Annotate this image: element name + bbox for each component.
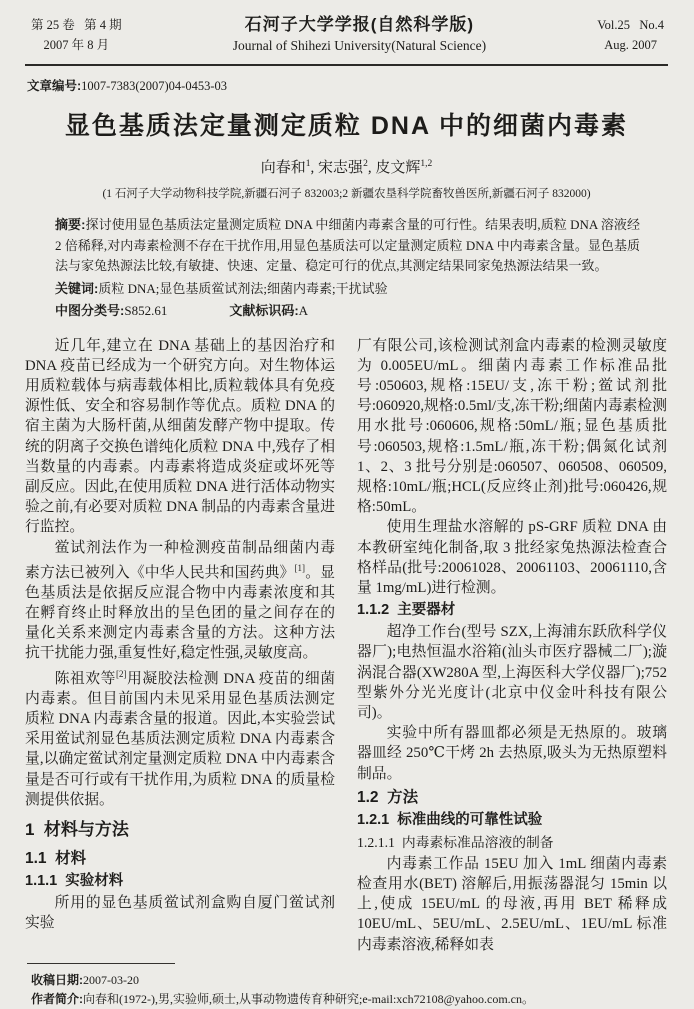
section-heading-1-1-2: 1.1.2 主要器材 — [357, 602, 456, 619]
journal-title-cn: 石河子大学学报(自然科学版) — [244, 15, 475, 34]
article-id-value: 1007-7383(2007)04-0453-03 — [81, 79, 227, 93]
materials-paragraph: 所用的显色基质鲎试剂盒购自厦门鲎试剂实验 — [25, 895, 335, 932]
p2-text-post: 。显色基质法是依据反应混合物中内毒素浓度和其在孵育终止时释放出的呈色团的量之间存在的量化关系来测定内毒素含量的方法。这种方法抗干扰能力强,重复性好,稳定性强,灵敏度高。 — [25, 564, 335, 662]
keywords-text: 质粒 DNA;显色基质鲎试剂法;细菌内毒素;干扰试验 — [98, 280, 388, 296]
classification-line — [55, 301, 640, 322]
author-3-name: 皮文辉 — [375, 160, 421, 176]
journal-title-en: Journal of Shihezi University(Natural Science) — [232, 38, 487, 53]
left-column — [25, 336, 335, 955]
author-2-separator: , — [367, 160, 376, 176]
author-bio-line — [31, 990, 668, 1009]
p2-text-pre: 鲎试剂法作为一种检测疫苗制品细菌内毒素方法已被列入《中华人民共和国药典》 — [25, 539, 335, 581]
author-1-affil-mark: 1 — [305, 159, 311, 169]
footnote-block — [25, 963, 668, 1009]
received-date-line — [31, 971, 668, 990]
author-2 — [318, 160, 375, 176]
standard-solution-paragraph: 内毒素工作品 15EU 加入 1mL 细菌内毒素检查用水(BET) 溶解后,用振荡器混匀 15min 以上,使成 15EU/mL 的母液,再用 BET 稀释成 10EU/mL、5EU/mL、2.5EU/mL、1EU/mL 标准内毒素溶液,稀释如表 — [357, 855, 667, 953]
pyrogen-free-paragraph: 实验中所有器皿都必须是无热原的。玻璃器皿经 250℃干烤 2h 去热原,吸头为无热原塑料制品。 — [357, 725, 667, 782]
author-3 — [375, 160, 432, 176]
right-column — [357, 336, 667, 955]
section-heading-1-2-1-1: 1.2.1.1 内毒素标准品溶液的制备 — [357, 834, 554, 850]
issue-info-en — [597, 15, 664, 55]
section-heading-1: 1 材料与方法 — [25, 820, 129, 840]
doc-code-value: A — [298, 303, 309, 318]
abstract-label: 摘要: — [55, 217, 86, 232]
article-title: 显色基质法定量测定质粒 DNA 中的细菌内毒素 — [64, 112, 629, 140]
received-date-value: 2007-03-20 — [83, 972, 139, 987]
citation-ref-1: [1] — [294, 562, 306, 573]
issue-volume-cn: 第 25 卷 第 4 期 — [31, 18, 122, 32]
plasmid-sample-paragraph: 使用生理盐水溶解的 pS-GRF 质粒 DNA 由本教研室纯化制备,取 3 批经家兔热源法检查合格样品(批号:20061028、20061103、20061110,含量 1mg/mL)进行检测。 — [357, 519, 667, 596]
clc-label: 中图分类号: — [55, 303, 125, 318]
received-date-label: 收稿日期: — [31, 972, 83, 987]
section-heading-1-2-1: 1.2.1 标准曲线的可靠性试验 — [357, 811, 543, 828]
author-2-name: 宋志强 — [318, 160, 364, 176]
author-bio-value: 向春和(1972-),男,实验师,硕士,从事动物遗传育种研究;e-mail:xch72108@yahoo.com.cn。 — [83, 991, 534, 1006]
clc-value: S852.61 — [124, 303, 168, 318]
issue-info-cn — [31, 15, 122, 55]
intro-paragraph-1: 近几年,建立在 DNA 基础上的基因治疗和 DNA 疫苗已经成为一个研究方向。对生物体运用质粒载体与病毒载体相比,质粒载体具有免疫源性低、安全和容易制作等优点。质粒 DNA 的宿主菌为大肠杆菌,从细菌发酵产物中提取。传统的阴离子交换色谱纯化质粒 DNA 中,残存了相当数量的内毒素。内毒素将造成炎症或坏死等副反应。因此,在使用质粒 DNA 进行活体动物实验之前,有必要对质粒 DNA 制品的内毒素含量进行监控。 — [25, 337, 335, 536]
author-1 — [261, 160, 318, 176]
author-2-affil-mark: 2 — [363, 159, 368, 169]
p3-text-post: 用凝胶法检测 DNA 疫苗的细菌内毒素。但目前国内未见采用显色基质法测定质粒 DNA 内毒素含量的报道。因此,本实验尝试采用鲎试剂显色基质法测定质粒 DNA 内毒素含量,以确定鲎试剂定量测定质粒 DNA 中内毒素含量是否可行或有干扰作用,为质粒 DNA 的质量检测提供依据。 — [25, 670, 335, 808]
keywords-line — [55, 279, 640, 300]
masthead-divider — [25, 64, 668, 66]
section-heading-1-1: 1.1 材料 — [25, 850, 87, 868]
body-columns — [25, 336, 668, 955]
footnote-divider — [27, 963, 175, 964]
intro-paragraph-3 — [25, 664, 335, 810]
article-id-line — [27, 76, 668, 94]
p3-text-pre: 陈祖欢等 — [54, 670, 116, 687]
author-bio-label: 作者简介: — [31, 991, 83, 1006]
abstract-block — [55, 215, 640, 277]
materials-paragraph-continued: 厂有限公司,该检测试剂盒内毒素的检测灵敏度为 0.005EU/mL。细菌内毒素工作标准品批号:050603,规格:15EU/支,冻干粉;鲎试剂批号:060920,规格:0.5ml/支,冻干粉;细菌内毒素检测用水批号:060606,规格:50mL/瓶;显色基质批号:060503,规格:1.5mL/瓶,冻干粉;偶氮化试剂 1、2、3 批号分别是:060507、060508、060509,规格:10mL/瓶;HCL(反应终止剂)批号:060426,规格:50mL。 — [357, 337, 667, 516]
citation-ref-2: [2] — [115, 668, 127, 679]
affiliation-line: (1 石河子大学动物科技学院,新疆石河子 832003;2 新疆农垦科学院畜牧兽医所,新疆石河子 832000) — [102, 188, 591, 200]
equipment-paragraph: 超净工作台(型号 SZX,上海浦东跃欣科学仪器厂);电热恒温水浴箱(汕头市医疗器械二厂);漩涡混合器(XW280A 型,上海医科大学仪器厂);752 型紫外分光光度计(北京中仪金叶科技有限公司)。 — [357, 624, 667, 721]
author-3-affil-mark: 1,2 — [420, 159, 433, 169]
author-1-name: 向春和 — [260, 160, 306, 176]
section-heading-1-1-1: 1.1.1 实验材料 — [25, 873, 124, 890]
doc-code-label: 文献标识码: — [229, 303, 299, 318]
abstract-text: 探讨使用显色基质法定量测定质粒 DNA 中细菌内毒素含量的可行性。结果表明,质粒 DNA 溶液经 2 倍稀释,对内毒素检测不存在干扰作用,用显色基质法可以定量测定质粒 DNA 中内毒素含量。显色基质法与家兔热源法比较,有敏捷、快速、定量、稳定可行的优点,其测定结果同家兔热源法结果一致。 — [55, 217, 640, 273]
intro-paragraph-2 — [25, 538, 335, 664]
issue-date-cn: 2007 年 8 月 — [43, 38, 110, 52]
section-heading-1-2: 1.2 方法 — [357, 788, 419, 806]
authors-line — [25, 156, 668, 177]
abstract-paragraph — [55, 215, 640, 277]
journal-masthead — [25, 12, 668, 60]
issue-date-en: Aug. 2007 — [604, 38, 657, 52]
keywords-label: 关键词: — [55, 280, 99, 296]
author-1-separator: , — [310, 160, 319, 176]
article-id-label: 文章编号: — [27, 79, 82, 93]
issue-volume-en: Vol.25 No.4 — [597, 18, 664, 32]
journal-title-block — [233, 14, 486, 56]
